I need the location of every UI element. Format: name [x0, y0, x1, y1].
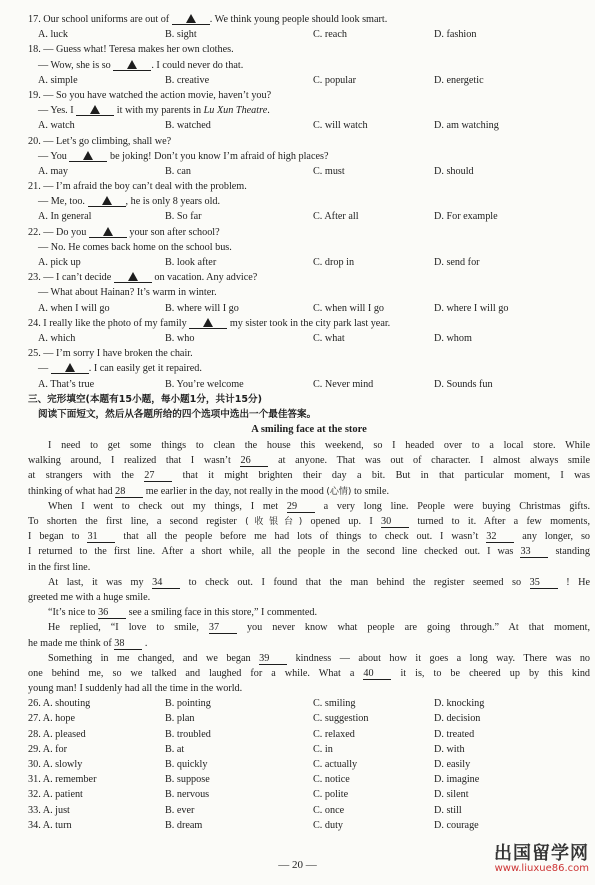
question-number: 23.: [28, 272, 44, 284]
triangle-icon: [65, 363, 75, 372]
option-d: D. should: [434, 165, 474, 177]
question-line: [28, 316, 590, 331]
triangle-icon: [127, 60, 137, 69]
option-d: D. silent: [434, 789, 469, 801]
question-line: [28, 225, 590, 240]
question-line: [28, 346, 590, 361]
cloze-blank: 40: [363, 668, 391, 680]
option-d: D. where I will go: [434, 302, 509, 314]
passage-paragraph: [28, 605, 590, 620]
cloze-option-row: [28, 711, 590, 726]
question-line: [28, 240, 590, 255]
cloze-blank: 36: [98, 607, 126, 619]
option-a: 27. A. hope: [28, 713, 75, 725]
question-line: [28, 12, 590, 27]
question-text: Our school uniforms are out of: [43, 14, 172, 25]
passage-line: He replied, “I love to smile, 37 you never know what people are going through.” At that moment,: [48, 622, 590, 634]
question-text: , he is only 8 years old.: [125, 196, 221, 208]
option-c: C. must: [313, 165, 345, 177]
passage-line: he made me think of 38 .: [28, 637, 148, 649]
cloze-blank: 39: [259, 653, 287, 665]
option-b: B. pointing: [165, 698, 211, 710]
option-c: C. actually: [313, 759, 358, 770]
question-line: [28, 103, 590, 118]
option-c: C. After all: [313, 211, 359, 223]
option-c: C. Never mind: [313, 378, 374, 390]
option-b: B. troubled: [165, 728, 211, 740]
option-a: 28. A. pleased: [28, 728, 86, 740]
option-b: B. So far: [165, 211, 202, 223]
question-text: . We think young people should look smart.: [209, 14, 388, 25]
answer-options: [28, 255, 590, 270]
question-line: [28, 88, 590, 103]
option-c: C. duty: [313, 819, 344, 831]
cloze-option-row: [28, 727, 590, 742]
triangle-icon: [186, 14, 196, 23]
cloze-blank: 37: [209, 622, 237, 634]
passage-line: I returned to the first line. After a short while, all the people in the second line checked out. I was 33 standing: [28, 546, 590, 558]
option-a: 26. A. shouting: [28, 698, 91, 710]
page-number: — 20 —: [278, 859, 317, 871]
question-text: — Do you: [43, 226, 89, 238]
answer-options: [28, 301, 590, 316]
watermark-logo: [494, 843, 589, 876]
option-c: C. polite: [313, 789, 349, 801]
question-text: .: [267, 105, 270, 117]
question-text: — Me, too.: [38, 196, 88, 208]
option-b: B. nervous: [165, 789, 210, 801]
option-b: B. can: [165, 165, 192, 177]
question-text: — No. He comes back home on the school bus.: [38, 241, 232, 253]
question-text: — What about Hainan? It’s warm in winter.: [38, 287, 217, 299]
option-a: A. when I will go: [38, 302, 110, 314]
passage-line: greeted me with a huge smile.: [28, 591, 151, 603]
section-instruction: 阅读下面短文，然后从各题所给的四个选项中选出一个最佳答案。: [38, 408, 317, 420]
option-c: C. popular: [313, 74, 357, 86]
option-a: 31. A. remember: [28, 774, 97, 786]
passage-line: I began to 31 that all the people before me had lots of things to check out. I wasn’t 32 any longer, so: [28, 531, 591, 543]
question-text: — I’m afraid the boy can’t deal with the problem.: [43, 181, 247, 193]
answer-blank: [113, 59, 151, 71]
option-d: D. whom: [434, 332, 472, 344]
watermark-url: www.liuxue86.com: [494, 863, 589, 875]
question-text: on vacation. Any advice?: [151, 272, 258, 284]
question-number: 20.: [28, 135, 44, 147]
option-b: B. suppose: [165, 774, 210, 786]
cloze-blank: 31: [87, 531, 115, 543]
cloze-blank: 34: [152, 577, 180, 589]
option-b: B. You’re welcome: [165, 378, 244, 390]
question-text: . I can easily get it repaired.: [88, 363, 202, 375]
cloze-blank: 30: [381, 516, 409, 528]
question-number: 17.: [28, 14, 44, 25]
question-line: [28, 134, 590, 149]
cloze-passage: [28, 438, 590, 696]
passage-line: I need to get some things to clean the house this weekend, so I headed over to a local store. While: [48, 440, 590, 452]
answer-options: [28, 377, 590, 392]
answer-options: [28, 118, 590, 133]
passage-paragraph: [28, 651, 590, 697]
passage-line: one behind me, so we talked and laughed for a while. What a 40 it is, to be cheered up by this kind: [28, 667, 591, 679]
question-text: . I could never do that.: [151, 59, 244, 71]
answer-options: [28, 209, 590, 224]
option-b: B. who: [165, 332, 195, 344]
answer-blank: [51, 362, 89, 374]
option-b: B. sight: [165, 29, 197, 41]
passage-line: walking around, I realized that I wasn’t 26 at anyone. That was out of character. I almost always smile: [28, 455, 591, 467]
option-a: 33. A. just: [28, 804, 70, 816]
question-number: 21.: [28, 181, 44, 193]
option-b: B. quickly: [165, 759, 208, 770]
cloze-option-row: [28, 757, 590, 772]
question-text: it with my parents in: [114, 105, 204, 117]
answer-options: [28, 27, 590, 42]
passage-line: Something in me changed, and we began 39 kindness — about how it goes a long way. There was no: [48, 652, 591, 664]
passage-line: young man! I suddenly had all the time in the world.: [28, 683, 243, 695]
cloze-blank: 35: [530, 577, 558, 589]
passage-title: A smiling face at the store: [251, 424, 367, 436]
option-b: B. ever: [165, 804, 195, 816]
passage-paragraph: [28, 575, 590, 605]
option-d: D. with: [434, 743, 465, 755]
question-text: be joking! Don’t you know I’m afraid of high places?: [107, 150, 329, 162]
answer-blank: [189, 317, 227, 329]
option-d: D. still: [434, 804, 462, 816]
question-text: — Wow, she is so: [38, 59, 114, 71]
option-b: B. creative: [165, 74, 210, 86]
option-a: A. luck: [38, 29, 68, 41]
italic-text: Lu Xun Theatre: [203, 105, 268, 117]
question-text: — Yes. I: [38, 105, 77, 117]
question-number: 22.: [28, 226, 44, 238]
cloze-blank: 32: [486, 531, 514, 543]
option-c: C. reach: [313, 29, 347, 41]
question-text: — So you have watched the action movie, haven’t you?: [43, 89, 272, 101]
option-a: A. In general: [38, 211, 92, 223]
cloze-option-row: [28, 742, 590, 757]
triangle-icon: [128, 272, 138, 281]
passage-line: At last, it was my 34 to check out. I found that the man behind the register seemed so 35 ! He: [48, 576, 591, 588]
answer-blank: [69, 150, 107, 162]
passage-line: in the first line.: [28, 561, 91, 573]
answer-blank: [172, 13, 210, 25]
option-d: D. courage: [434, 819, 479, 831]
option-d: D. treated: [434, 728, 475, 740]
answer-options: [28, 331, 590, 346]
option-d: D. decision: [434, 713, 481, 725]
question-line: [28, 42, 590, 57]
passage-paragraph: [28, 620, 590, 650]
passage-paragraph: [28, 438, 590, 499]
option-b: B. look after: [165, 257, 217, 268]
watermark-title: 出国留学网: [494, 843, 589, 864]
question-text: — Guess what! Teresa makes her own clothes.: [43, 44, 234, 56]
chinese-gloss: (心情): [326, 486, 352, 497]
option-a: 29. A. for: [28, 743, 68, 755]
option-a: 32. A. patient: [28, 789, 83, 801]
answer-options: [28, 164, 590, 179]
question-text: — You: [38, 150, 70, 162]
question-text: —: [38, 363, 51, 375]
section-heading: 三、完形填空(本题有15小题，每小题1分，共计15分): [28, 393, 263, 405]
option-c: C. drop in: [313, 257, 355, 268]
cloze-options: [28, 696, 590, 833]
cloze-blank: 28: [115, 486, 143, 498]
option-c: C. once: [313, 804, 345, 816]
option-b: B. at: [165, 743, 185, 755]
option-b: B. watched: [165, 120, 211, 132]
question-line: [28, 361, 590, 376]
cloze-blank: 27: [144, 470, 172, 482]
option-a: A. watch: [38, 120, 75, 132]
cloze-option-row: [28, 772, 590, 787]
option-c: C. when will I go: [313, 302, 385, 314]
triangle-icon: [103, 227, 113, 236]
cloze-option-row: [28, 818, 590, 833]
option-d: D. knocking: [434, 698, 485, 710]
question-number: 25.: [28, 348, 44, 360]
question-line: [28, 58, 590, 73]
question-line: [28, 194, 590, 209]
question-number: 18.: [28, 44, 44, 56]
option-c: C. will watch: [313, 120, 368, 132]
answer-options: [28, 73, 590, 88]
question-line: [28, 149, 590, 164]
option-d: D. Sounds fun: [434, 378, 493, 390]
cloze-blank: 26: [240, 455, 268, 467]
option-a: A. may: [38, 165, 68, 177]
option-d: D. For example: [434, 211, 498, 223]
option-a: A. That’s true: [38, 378, 95, 390]
passage-line: at strangers with the 27 that it might brighten their day a bit. But in that particular moment, I was: [28, 470, 591, 482]
question-text: I really like the photo of my family: [43, 317, 190, 329]
option-c: C. what: [313, 332, 345, 344]
option-b: B. where will I go: [165, 302, 239, 314]
option-c: C. in: [313, 743, 333, 755]
question-text: my sister took in the city park last year.: [227, 317, 391, 329]
answer-blank: [88, 195, 126, 207]
triangle-icon: [90, 105, 100, 114]
passage-line: To shorten the first line, a second register (收银台) opened up. I 30 turned to it. After a few moments,: [28, 516, 590, 527]
cloze-blank: 38: [114, 638, 142, 650]
question-text: — I can’t decide: [43, 272, 114, 284]
question-number: 24.: [28, 317, 44, 329]
triangle-icon: [102, 196, 112, 205]
option-a: 30. A. slowly: [28, 759, 83, 770]
cloze-blank: 33: [520, 546, 548, 558]
option-b: B. plan: [165, 713, 195, 725]
option-c: C. relaxed: [313, 728, 355, 740]
question-number: 19.: [28, 89, 44, 101]
triangle-icon: [203, 318, 213, 327]
question-line: [28, 270, 590, 285]
question-text: — I’m sorry I have broken the chair.: [43, 348, 193, 360]
cloze-option-row: [28, 696, 590, 711]
answer-blank: [89, 226, 127, 238]
option-d: D. am watching: [434, 120, 499, 132]
cloze-option-row: [28, 787, 590, 802]
passage-line: When I went to check out my things, I met 29 a very long line. People were buying Christmas gifts.: [48, 500, 591, 512]
option-a: A. pick up: [38, 257, 81, 268]
passage-line: “It’s nice to 36 see a smiling face in this store,” I commented.: [48, 607, 318, 619]
question-text: — Let’s go climbing, shall we?: [43, 135, 172, 147]
passage-paragraph: [28, 499, 590, 575]
option-d: D. easily: [434, 759, 471, 770]
option-d: D. energetic: [434, 74, 484, 86]
passage-line: thinking of what had 28 me earlier in the day, not really in the mood (心情) to smile.: [28, 485, 390, 497]
answer-blank: [114, 271, 152, 283]
option-c: C. suggestion: [313, 713, 369, 725]
triangle-icon: [83, 151, 93, 160]
question-line: [28, 179, 590, 194]
option-b: B. dream: [165, 819, 203, 831]
option-d: D. send for: [434, 257, 480, 268]
chinese-gloss: (收银台): [245, 517, 303, 527]
option-a: A. simple: [38, 74, 78, 86]
option-d: D. imagine: [434, 774, 480, 786]
option-c: C. notice: [313, 774, 350, 786]
cloze-blank: 29: [287, 501, 315, 513]
option-d: D. fashion: [434, 29, 477, 41]
cloze-option-row: [28, 803, 590, 818]
exam-page: [28, 12, 590, 833]
option-a: 34. A. turn: [28, 819, 72, 831]
option-a: A. which: [38, 332, 76, 344]
question-line: [28, 285, 590, 300]
multiple-choice-section: [28, 12, 590, 392]
option-c: C. smiling: [313, 698, 356, 710]
question-text: your son after school?: [126, 226, 220, 238]
answer-blank: [76, 104, 114, 116]
